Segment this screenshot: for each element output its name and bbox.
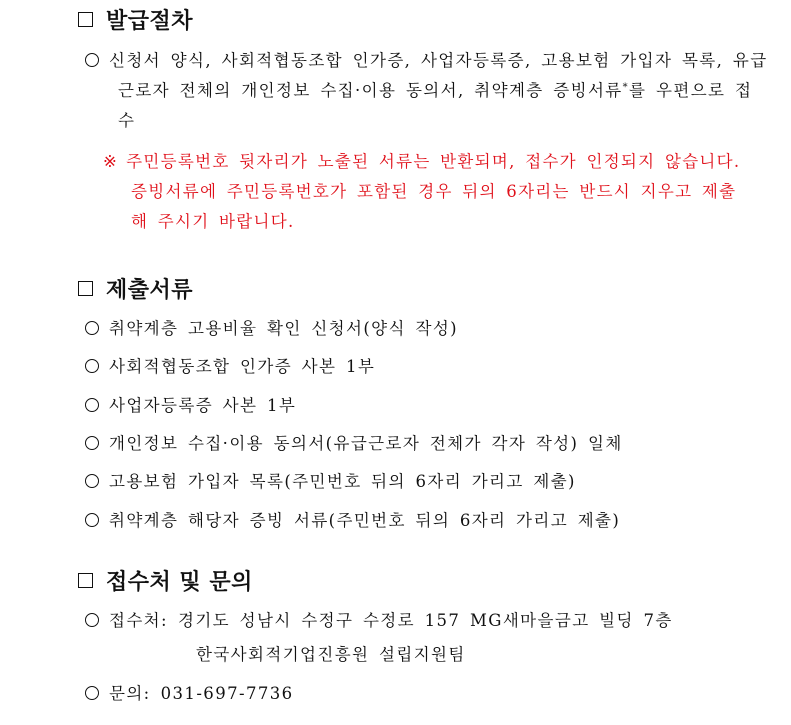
square-bullet-icon xyxy=(78,573,93,588)
list-item-text: 취약계층 해당자 증빙 서류(주민번호 뒤의 6자리 가리고 제출) xyxy=(109,511,621,530)
circle-bullet-icon xyxy=(85,686,99,700)
procedure-paragraph xyxy=(85,46,768,136)
notice-text: 주민등록번호 뒷자리가 노출된 서류는 반환되며, 접수가 인정되지 않습니다. 증빙서류에 주민등록번호가 포함된 경우 뒤의 6자리는 반드시 지우고 제출해 주시기 바랍니다. xyxy=(126,152,741,231)
notice-paragraph xyxy=(103,147,751,237)
section-title: 접수처 및 문의 xyxy=(106,570,253,595)
list-item xyxy=(85,392,296,420)
inquiry-label: 문의: xyxy=(109,684,151,703)
procedure-text: 신청서 양식, 사회적협동조합 인가증, 사업자등록증, 고용보험 가입자 목록, 유급근로자 전체의 개인정보 수집·이용 동의서, 취약계층 증빙서류 xyxy=(109,51,768,100)
footnote-marker: * xyxy=(622,82,630,93)
circle-bullet-icon xyxy=(85,359,99,373)
list-item xyxy=(85,430,623,458)
circle-bullet-icon xyxy=(85,321,99,335)
section-title: 제출서류 xyxy=(106,278,194,303)
section-heading-issuance-procedure xyxy=(78,4,193,35)
square-bullet-icon xyxy=(78,281,93,296)
circle-bullet-icon xyxy=(85,513,99,527)
circle-bullet-icon xyxy=(85,398,99,412)
circle-bullet-icon xyxy=(85,53,99,67)
section-heading-required-documents xyxy=(78,273,193,304)
list-item xyxy=(85,468,576,496)
list-item-text: 고용보험 가입자 목록(주민번호 뒤의 6자리 가리고 제출) xyxy=(109,472,576,491)
inquiry-phone: 031-697-7736 xyxy=(160,684,294,703)
list-item-text: 사회적협동조합 인가증 사본 1부 xyxy=(109,357,376,376)
reception-label: 접수처: xyxy=(109,611,168,630)
list-item xyxy=(85,353,375,381)
procedure-text-end: 를 우편으로 접수 xyxy=(118,81,753,130)
reception-item xyxy=(85,607,673,635)
reception-organization: 한국사회적기업진흥원 설립지원팀 xyxy=(196,645,466,664)
circle-bullet-icon xyxy=(85,436,99,450)
reference-mark-icon: ※ xyxy=(103,152,119,171)
circle-bullet-icon xyxy=(85,474,99,488)
list-item xyxy=(85,507,620,535)
section-title: 발급절차 xyxy=(106,9,194,34)
reception-address: 경기도 성남시 수정구 수정로 157 MG새마을금고 빌딩 7층 xyxy=(177,611,673,630)
square-bullet-icon xyxy=(78,12,93,27)
circle-bullet-icon xyxy=(85,613,99,627)
inquiry-item xyxy=(85,680,294,708)
list-item-text: 사업자등록증 사본 1부 xyxy=(109,396,297,415)
list-item-text: 취약계층 고용비율 확인 신청서(양식 작성) xyxy=(109,319,459,338)
list-item-text: 개인정보 수집·이용 동의서(유급근로자 전체가 각자 작성) 일체 xyxy=(109,434,623,453)
list-item xyxy=(85,315,458,343)
section-heading-contact xyxy=(78,565,253,596)
